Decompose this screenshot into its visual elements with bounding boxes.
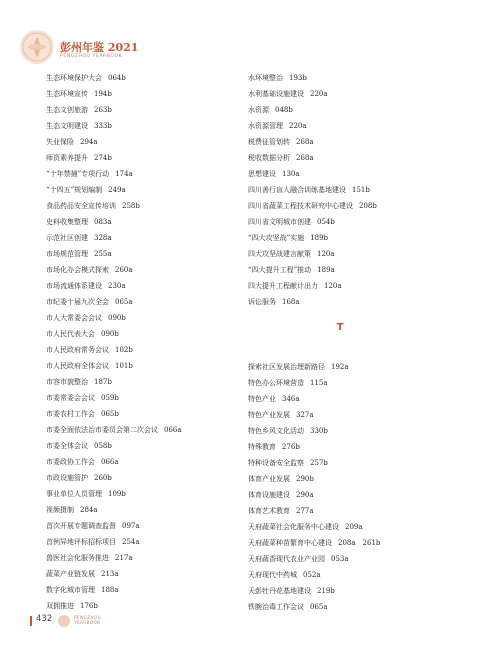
index-entry bbox=[248, 551, 478, 567]
index-entry bbox=[46, 374, 246, 390]
index-entry bbox=[46, 198, 246, 214]
index-term: 双拥推进 bbox=[46, 602, 74, 610]
index-entry bbox=[46, 582, 246, 598]
index-term: 四大攻坚战建言献策 bbox=[248, 250, 311, 258]
index-page-ref: 257b bbox=[310, 459, 328, 467]
index-page-ref: 277a bbox=[296, 507, 314, 515]
index-term: 市人大常委会会议 bbox=[46, 314, 102, 322]
index-page-ref: 268a bbox=[296, 154, 314, 162]
index-entry bbox=[46, 502, 246, 518]
index-page-ref: 058b bbox=[94, 442, 112, 450]
index-page-ref: 219b bbox=[317, 587, 335, 595]
index-entry bbox=[248, 359, 478, 375]
index-entry bbox=[46, 550, 246, 566]
index-entry bbox=[248, 70, 468, 86]
index-term: 天彭牡丹花基地建设 bbox=[248, 587, 311, 595]
index-term: 首例异地评标招标项目 bbox=[46, 538, 116, 546]
index-entry bbox=[46, 150, 246, 166]
index-entry bbox=[248, 455, 478, 471]
index-term: 四川善行盲人融合训练基地建设 bbox=[248, 186, 346, 194]
yearbook-subtitle: PENGZHOU YEARBOOK bbox=[60, 54, 123, 59]
index-page-ref: 290a bbox=[296, 491, 314, 499]
index-term: “四大攻坚战”实施 bbox=[248, 234, 305, 242]
index-page-ref: 120a bbox=[317, 250, 335, 258]
index-term: 兽医社会化服务推进 bbox=[46, 554, 109, 562]
index-page-ref: 065a bbox=[310, 603, 328, 611]
index-term: 诉讼服务 bbox=[248, 298, 276, 306]
index-page-ref: 220a bbox=[310, 90, 328, 98]
yearbook-title: 彭州年鉴 2021 bbox=[60, 41, 139, 54]
index-term: 生态文创旅游 bbox=[46, 106, 88, 114]
index-entry bbox=[248, 246, 468, 262]
index-entry bbox=[46, 566, 246, 582]
index-term: 市委全面依法治市委员会第二次会议 bbox=[46, 426, 158, 434]
footer-brand-line1: PENGZHOU bbox=[74, 615, 102, 620]
index-term: “四大提升工程”推动 bbox=[248, 266, 312, 274]
index-entry bbox=[46, 438, 246, 454]
page-header bbox=[20, 30, 460, 70]
index-page-ref: 052a bbox=[303, 571, 321, 579]
index-entry bbox=[46, 486, 246, 502]
index-page-ref: 294a bbox=[80, 138, 98, 146]
index-entry bbox=[248, 583, 478, 599]
index-page-ref: 189a bbox=[317, 266, 335, 274]
index-page-ref: 097a bbox=[122, 522, 140, 530]
index-page-ref: 066a bbox=[164, 426, 182, 434]
index-term: 铁腕治毒工作会议 bbox=[248, 603, 304, 611]
index-column-left bbox=[46, 70, 246, 614]
index-term: 特色办公环境营造 bbox=[248, 379, 304, 387]
index-entry bbox=[46, 214, 246, 230]
index-term: 体育设施建设 bbox=[248, 491, 290, 499]
index-entry bbox=[248, 102, 468, 118]
index-entry bbox=[248, 214, 468, 230]
index-section-t bbox=[248, 359, 478, 615]
index-entry bbox=[248, 86, 468, 102]
index-term: 天府蔬菜社会化服务中心建设 bbox=[248, 523, 339, 531]
index-term: 生态环境宣传 bbox=[46, 90, 88, 98]
index-entry bbox=[46, 262, 246, 278]
index-page-ref: 255a bbox=[94, 250, 112, 258]
index-entry bbox=[248, 519, 478, 535]
index-entry bbox=[46, 86, 246, 102]
index-page-ref: 130a bbox=[282, 170, 300, 178]
index-page-ref: 194b bbox=[94, 90, 112, 98]
index-term: 市纪委十届九次全会 bbox=[46, 298, 109, 306]
index-entry bbox=[46, 390, 246, 406]
index-page-ref: 327a bbox=[296, 411, 314, 419]
index-page-ref: 333b bbox=[94, 122, 112, 130]
index-term: 四川省文明城市创建 bbox=[248, 218, 311, 226]
index-entry bbox=[248, 487, 478, 503]
index-page-ref: 260a bbox=[115, 266, 133, 274]
index-page-ref: 064b bbox=[108, 74, 126, 82]
index-entry bbox=[248, 439, 478, 455]
index-term: 市场化办会模式探索 bbox=[46, 266, 109, 274]
index-page-ref: 090b bbox=[101, 330, 119, 338]
index-page-ref: 101b bbox=[115, 362, 133, 370]
index-entry bbox=[248, 294, 468, 310]
index-page-ref: 192a bbox=[331, 363, 349, 371]
index-term: “十年禁捕”专项行动 bbox=[46, 170, 110, 178]
index-page-ref: 290b bbox=[296, 475, 314, 483]
index-entry bbox=[46, 326, 246, 342]
index-entry bbox=[46, 102, 246, 118]
index-page-ref: 115a bbox=[310, 379, 328, 387]
index-page-ref: 054b bbox=[317, 218, 335, 226]
index-page-ref: 065b bbox=[101, 410, 119, 418]
section-letter-t: T bbox=[337, 322, 344, 333]
index-entry bbox=[248, 375, 478, 391]
index-page-ref: 120a bbox=[324, 282, 342, 290]
index-term: 特色产业发展 bbox=[248, 411, 290, 419]
index-entry bbox=[248, 182, 468, 198]
index-entry bbox=[46, 246, 246, 262]
index-term: 体育产业发展 bbox=[248, 475, 290, 483]
index-entry bbox=[248, 262, 468, 278]
index-page-ref: 249a bbox=[108, 186, 126, 194]
index-term: 市委政协工作会 bbox=[46, 458, 95, 466]
index-entry bbox=[46, 518, 246, 534]
index-entry bbox=[46, 598, 246, 614]
index-entry bbox=[46, 294, 246, 310]
index-page-ref: 208a 261b bbox=[338, 539, 381, 547]
index-term: 水利基础设施建设 bbox=[248, 90, 304, 98]
index-term: 示范社区创建 bbox=[46, 234, 88, 242]
index-term: 水环境整治 bbox=[248, 74, 283, 82]
index-entry bbox=[46, 134, 246, 150]
index-entry bbox=[248, 391, 478, 407]
index-term: 市场流通体系建设 bbox=[46, 282, 102, 290]
index-entry bbox=[248, 118, 468, 134]
index-page-ref: 254a bbox=[122, 538, 140, 546]
index-term: 税收数据分析 bbox=[248, 154, 290, 162]
index-term: 探索社区发展治理新路径 bbox=[248, 363, 325, 371]
index-entry bbox=[46, 230, 246, 246]
index-page-ref: 274b bbox=[94, 154, 112, 162]
index-entry bbox=[248, 567, 478, 583]
index-term: 市政设施管护 bbox=[46, 474, 88, 482]
index-column-right bbox=[248, 70, 468, 310]
index-page-ref: 213a bbox=[101, 570, 119, 578]
index-entry bbox=[248, 423, 478, 439]
index-term: 思想建设 bbox=[248, 170, 276, 178]
index-term: 师资素养提升 bbox=[46, 154, 88, 162]
index-entry bbox=[248, 535, 478, 551]
index-term: 史料收集整理 bbox=[46, 218, 88, 226]
index-entry bbox=[46, 454, 246, 470]
index-entry bbox=[46, 278, 246, 294]
page-number: 432 bbox=[36, 614, 53, 624]
footer-accent-bar bbox=[30, 616, 32, 626]
index-term: 体育艺术教育 bbox=[248, 507, 290, 515]
index-term: 视频摄制 bbox=[46, 506, 74, 514]
index-page-ref: 066a bbox=[101, 458, 119, 466]
index-page-ref: 176b bbox=[80, 602, 98, 610]
footer-brand bbox=[74, 615, 101, 625]
index-entry bbox=[46, 166, 246, 182]
index-entry bbox=[46, 470, 246, 486]
index-page-ref: 263b bbox=[94, 106, 112, 114]
index-term: 市委常委会会议 bbox=[46, 394, 95, 402]
index-page-ref: 260b bbox=[94, 474, 112, 482]
index-entry bbox=[46, 342, 246, 358]
index-term: 天府现代中药城 bbox=[248, 571, 297, 579]
index-term: “十四五”规划编制 bbox=[46, 186, 103, 194]
index-term: 特种设备安全监察 bbox=[248, 459, 304, 467]
index-term: 特殊教育 bbox=[248, 443, 276, 451]
index-entry bbox=[248, 599, 478, 615]
index-term: 水资源管理 bbox=[248, 122, 283, 130]
index-page-ref: 168a bbox=[282, 298, 300, 306]
footer-logo-icon bbox=[58, 615, 70, 627]
index-page-ref: 188a bbox=[101, 586, 119, 594]
index-page-ref: 346a bbox=[282, 395, 300, 403]
index-page-ref: 048b bbox=[275, 106, 293, 114]
index-term: 生态文明建设 bbox=[46, 122, 88, 130]
index-page-ref: 230a bbox=[108, 282, 126, 290]
index-entry bbox=[46, 310, 246, 326]
index-entry bbox=[46, 406, 246, 422]
index-page-ref: 220a bbox=[289, 122, 307, 130]
index-term: 首次开展专题调查监督 bbox=[46, 522, 116, 530]
index-page-ref: 083a bbox=[94, 218, 112, 226]
index-page-ref: 209a bbox=[345, 523, 363, 531]
page-footer bbox=[30, 614, 230, 628]
index-entry bbox=[248, 198, 468, 214]
index-entry bbox=[46, 70, 246, 86]
index-page-ref: 193b bbox=[289, 74, 307, 82]
index-entry bbox=[248, 230, 468, 246]
index-term: 市人民代表大会 bbox=[46, 330, 95, 338]
yearbook-logo-icon bbox=[20, 30, 54, 64]
index-term: 数字化城市管理 bbox=[46, 586, 95, 594]
index-term: 四川省蔬菜工程技术研究中心建设 bbox=[248, 202, 353, 210]
index-page-ref: 284a bbox=[80, 506, 98, 514]
index-page-ref: 328a bbox=[94, 234, 112, 242]
index-term: 水资源 bbox=[248, 106, 269, 114]
index-page-ref: 090b bbox=[108, 314, 126, 322]
index-term: 市容市貌整治 bbox=[46, 378, 88, 386]
index-entry bbox=[248, 150, 468, 166]
index-page-ref: 151b bbox=[352, 186, 370, 194]
index-entry bbox=[248, 503, 478, 519]
index-term: 失业保险 bbox=[46, 138, 74, 146]
index-entry bbox=[46, 358, 246, 374]
index-entry bbox=[46, 534, 246, 550]
footer-brand-line2: YEARBOOK bbox=[74, 620, 101, 625]
index-term: 市委全体会议 bbox=[46, 442, 88, 450]
index-entry bbox=[248, 134, 468, 150]
index-page-ref: 258b bbox=[122, 202, 140, 210]
index-term: 市人民政府常务会议 bbox=[46, 346, 109, 354]
index-term: 特色乡风文化活动 bbox=[248, 427, 304, 435]
index-term: 四大提升工程献计出力 bbox=[248, 282, 318, 290]
index-page-ref: 065a bbox=[115, 298, 133, 306]
index-term: 税费征管划转 bbox=[248, 138, 290, 146]
index-page-ref: 268a bbox=[296, 138, 314, 146]
index-entry bbox=[46, 118, 246, 134]
index-entry bbox=[248, 166, 468, 182]
index-page-ref: 174a bbox=[115, 170, 133, 178]
index-page-ref: 276b bbox=[282, 443, 300, 451]
index-term: 天府蔬香现代农业产业园 bbox=[248, 555, 325, 563]
index-entry bbox=[248, 471, 478, 487]
index-page-ref: 187b bbox=[94, 378, 112, 386]
index-page-ref: 189b bbox=[310, 234, 329, 242]
index-term: 市场规范管理 bbox=[46, 250, 88, 258]
index-term: 生态环境保护大会 bbox=[46, 74, 102, 82]
index-term: 天府蔬菜种苗繁育中心建设 bbox=[248, 539, 332, 547]
index-page-ref: 059b bbox=[101, 394, 119, 402]
index-entry bbox=[46, 182, 246, 198]
index-page-ref: 053a bbox=[331, 555, 349, 563]
index-page-ref: 217a bbox=[115, 554, 133, 562]
index-term: 特色产业 bbox=[248, 395, 276, 403]
index-entry bbox=[248, 278, 468, 294]
index-page-ref: 109b bbox=[108, 490, 126, 498]
index-page-ref: 330b bbox=[310, 427, 328, 435]
index-page-ref: 102b bbox=[115, 346, 133, 354]
index-entry bbox=[248, 407, 478, 423]
index-term: 事业单位人员管理 bbox=[46, 490, 102, 498]
index-page-ref: 208b bbox=[359, 202, 377, 210]
index-term: 市人民政府全体会议 bbox=[46, 362, 109, 370]
index-term: 食品药品安全宣传培训 bbox=[46, 202, 116, 210]
index-entry bbox=[46, 422, 246, 438]
index-term: 市委农村工作会 bbox=[46, 410, 95, 418]
index-term: 蔬菜产业链发展 bbox=[46, 570, 95, 578]
